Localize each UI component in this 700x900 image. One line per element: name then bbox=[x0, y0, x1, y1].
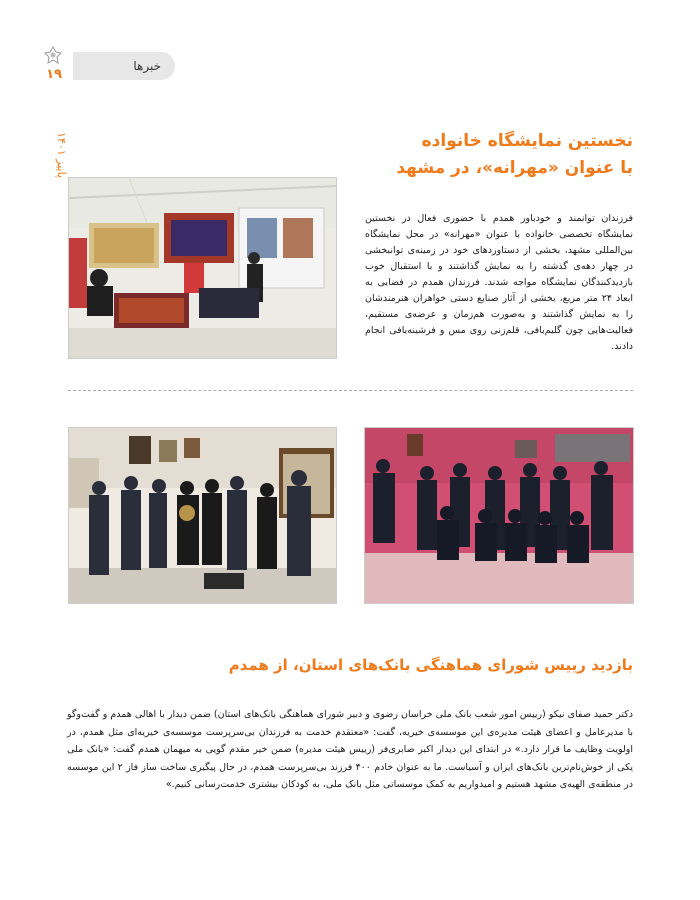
section-divider bbox=[68, 390, 633, 391]
page-number: ۱۹ bbox=[46, 67, 62, 82]
article1-title bbox=[303, 128, 633, 182]
section-tab: خبرها bbox=[73, 52, 175, 80]
issue-date: پاییز ۱۴۰۱ bbox=[55, 131, 68, 178]
children-group-photo bbox=[364, 427, 634, 604]
meeting-group-photo bbox=[68, 427, 337, 604]
article2-title: بازدید رییس شورای هماهنگی بانک‌های استان، از همدم bbox=[228, 656, 633, 674]
article1-title-line2: با عنوان «مهرانه»، در مشهد bbox=[396, 158, 633, 178]
article1-body: فرزندان توانمند و خودباور همدم با حضوری فعال در نخستین نمایشگاه تخصصی خانواده با عنوان «مهرانه» در محل نمایشگاه بین‌المللی مشهد، بخشی از دستاوردهای خود در زمینه‌ی توانبخشی در چهار دهه‌ی گذشته را به نمایش گذاشتند و با استقبال خوب بازدیدکنندگان نمایشگاه مواجه شدند. فرزندان همدم در فضایی به ابعاد ۲۴ متر مربع، بخشی از آثار صنایع دستی خواهران هنرمندشان را به نمایش گذاشتند و به‌صورت هم‌زمان و عرضه‌ی مستقیم، فعالیت‌هایی چون گلیم‌بافی، قلم‌زنی روی مس و فرشینه‌بافی انجام دادند. bbox=[365, 213, 633, 352]
article1-title-line1: نخستین نمایشگاه خانواده bbox=[421, 131, 633, 151]
article2-body: دکتر حمید صفای نیکو (رییس امور شعب بانک ملی خراسان رضوی و دبیر شورای هماهنگی بانک‌های استان) ضمن دیدار با اهالی همدم و گفت‌وگو با مدیرعامل و اعضای هیئت مدیره‌ی این موسسه‌ی خیریه، گفت: «معتقدم خدمت به فرزندان بی‌سرپرست موسسه‌ی خیریه‌ای مثل همدم، در اولویت وظایف ما قرار دارد.» در ابتدای این دیدار اکبر صابری‌فر (رییس هیئت مدیره) ضمن خیر مقدم گویی به میهمان همدم گفت: «بانک ملی یکی از خوش‌نام‌ترین بانک‌های ایران و آسیاست. ما به عنوان خادم ۴۰۰ فرزند بی‌سرپرست همدم، در حال پیگیری ساخت ساز فاز ۲ این موسسه در منطقه‌ی الهیه‌ی مشهد هستیم و امیدواریم به کمک موسساتی مثل بانک ملی، به کودکان بیشتری خدمت‌رسانی کنیم.» bbox=[67, 709, 633, 790]
magazine-logo-icon bbox=[44, 46, 62, 64]
exhibition-booth-photo bbox=[68, 177, 337, 359]
